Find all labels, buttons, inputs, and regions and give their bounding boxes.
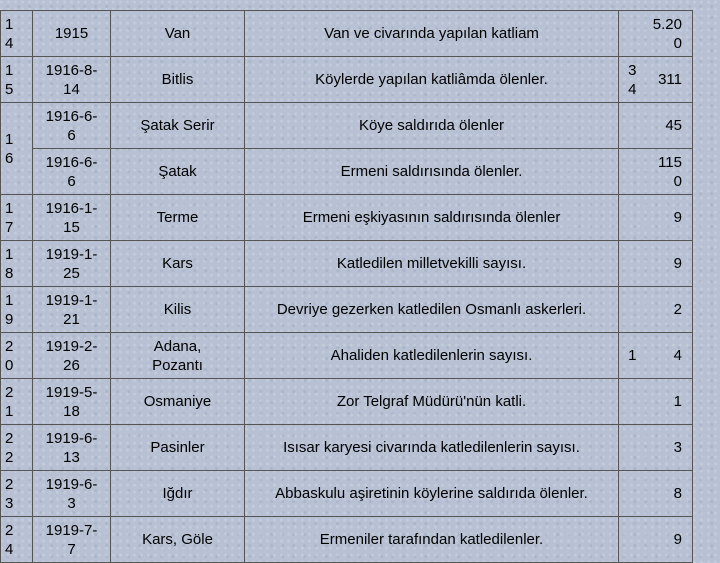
table-row: [1, 287, 693, 333]
cell-date: 1916-1- 15: [33, 195, 111, 241]
table-row: [1, 471, 693, 517]
cell-no: 2 0: [1, 333, 33, 379]
cell-place: Pasinler: [111, 425, 245, 471]
cell-count: 9: [649, 195, 693, 241]
cell-no: 2 4: [1, 517, 33, 563]
cell-extra: [619, 379, 649, 425]
cell-date: 1919-2- 26: [33, 333, 111, 379]
cell-place: Kars: [111, 241, 245, 287]
table-body: [1, 11, 693, 563]
cell-place: Kilis: [111, 287, 245, 333]
cell-count: 9: [649, 517, 693, 563]
cell-event: Van ve civarında yapılan katliam: [245, 11, 619, 57]
cell-count: 5.20 0: [649, 11, 693, 57]
cell-extra: [619, 195, 649, 241]
cell-date: 1916-6- 6: [33, 103, 111, 149]
cell-place: Van: [111, 11, 245, 57]
cell-place: Şatak Serir: [111, 103, 245, 149]
cell-extra: [619, 11, 649, 57]
cell-event: Isısar karyesi civarında katledilenlerin sayısı.: [245, 425, 619, 471]
table-row: [1, 379, 693, 425]
cell-extra: [619, 425, 649, 471]
cell-extra: [619, 149, 649, 195]
cell-no: 1 9: [1, 287, 33, 333]
cell-count: 1: [649, 379, 693, 425]
cell-extra: [619, 241, 649, 287]
cell-no: 2 1: [1, 379, 33, 425]
cell-no: 1 6: [1, 103, 33, 195]
cell-date: 1919-7- 7: [33, 517, 111, 563]
table-row: [1, 11, 693, 57]
cell-place: Terme: [111, 195, 245, 241]
cell-date: 1916-8- 14: [33, 57, 111, 103]
casualty-table: [0, 10, 693, 563]
cell-place: Şatak: [111, 149, 245, 195]
cell-no: 1 7: [1, 195, 33, 241]
table-row: [1, 195, 693, 241]
cell-extra: 3 4: [619, 57, 649, 103]
cell-count: 4: [649, 333, 693, 379]
cell-date: 1919-5- 18: [33, 379, 111, 425]
cell-event: Ermeniler tarafından katledilenler.: [245, 517, 619, 563]
cell-event: Abbaskulu aşiretinin köylerine saldırıda ölenler.: [245, 471, 619, 517]
cell-extra: [619, 471, 649, 517]
cell-count: 2: [649, 287, 693, 333]
cell-place: Kars, Göle: [111, 517, 245, 563]
cell-extra: [619, 287, 649, 333]
cell-date: 1916-6- 6: [33, 149, 111, 195]
cell-place: Osmaniye: [111, 379, 245, 425]
table-row: [1, 333, 693, 379]
cell-count: 3: [649, 425, 693, 471]
table-row: [1, 241, 693, 287]
cell-date: 1919-6- 3: [33, 471, 111, 517]
cell-event: Köylerde yapılan katliâmda ölenler.: [245, 57, 619, 103]
cell-event: Ahaliden katledilenlerin sayısı.: [245, 333, 619, 379]
cell-event: Ermeni eşkiyasının saldırısında ölenler: [245, 195, 619, 241]
table-row: [1, 425, 693, 471]
table-row: [1, 57, 693, 103]
cell-no: 2 2: [1, 425, 33, 471]
cell-event: Zor Telgraf Müdürü'nün katli.: [245, 379, 619, 425]
cell-date: 1919-6- 13: [33, 425, 111, 471]
cell-event: Ermeni saldırısında ölenler.: [245, 149, 619, 195]
cell-place: Iğdır: [111, 471, 245, 517]
cell-count: 115 0: [649, 149, 693, 195]
cell-place: Adana, Pozantı: [111, 333, 245, 379]
table-row: [1, 103, 693, 149]
cell-no: 1 4: [1, 11, 33, 57]
cell-no: 1 5: [1, 57, 33, 103]
cell-count: 45: [649, 103, 693, 149]
cell-event: Katledilen milletvekilli sayısı.: [245, 241, 619, 287]
cell-no: 2 3: [1, 471, 33, 517]
cell-count: 311: [649, 57, 693, 103]
cell-date: 1915: [33, 11, 111, 57]
cell-place: Bitlis: [111, 57, 245, 103]
cell-count: 9: [649, 241, 693, 287]
table-row: [1, 149, 693, 195]
cell-event: Devriye gezerken katledilen Osmanlı askerleri.: [245, 287, 619, 333]
cell-extra: [619, 103, 649, 149]
cell-date: 1919-1- 21: [33, 287, 111, 333]
cell-extra: 1: [619, 333, 649, 379]
cell-event: Köye saldırıda ölenler: [245, 103, 619, 149]
cell-no: 1 8: [1, 241, 33, 287]
cell-date: 1919-1- 25: [33, 241, 111, 287]
cell-count: 8: [649, 471, 693, 517]
